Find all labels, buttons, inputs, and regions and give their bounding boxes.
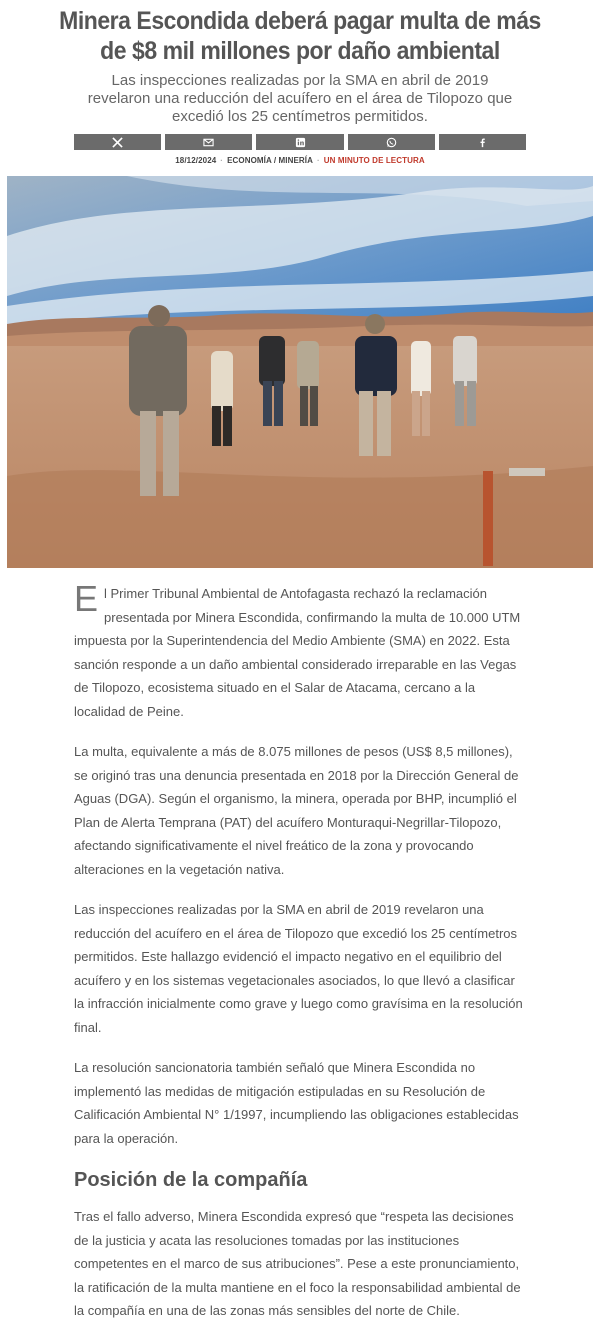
paragraph-3: Las inspecciones realizadas por la SMA en abril de 2019 revelaron una reducción del acuífero en el área de Tilopozo que excedió los 25 centímetros permitidos. Este hallazgo evidenció el impacto negativo en el equilibrio del acuífero y en los sistemas vegetacionales asociados, lo que llevó a clasificar la infracción inicialmente como grave y luego como gravísima en la resolución final. xyxy=(74,902,523,1035)
paragraph-2: La multa, equivalente a más de 8.075 millones de pesos (US$ 8,5 millones), se originó tras una denuncia presentada en 2018 por la Dirección General de Aguas (DGA). Según el organismo, la minera, operada por BHP, incumplió el Plan de Alerta Temprana (PAT) del acuífero Monturaqui-Negrillar-Tilopozo, afectando significativamente el nivel freático de la zona y provocando alteraciones en la vegetación nativa. xyxy=(74,744,519,877)
article-body xyxy=(74,578,526,1323)
paragraph-5: Tras el fallo adverso, Minera Escondida expresó que “respeta las decisiones de la justicia y acata las resoluciones tomadas por las instituciones competentes en el marco de sus atribuciones”. Pese a este pronunciamiento, la ratificación de la multa mantiene en el foco la responsabilidad ambiental de la compañía en una de las zonas más sensibles del norte de Chile. xyxy=(74,1209,521,1318)
facebook-icon xyxy=(477,137,488,148)
drop-cap: E xyxy=(74,578,99,619)
whatsapp-icon xyxy=(386,137,397,148)
share-email-button[interactable] xyxy=(165,134,252,150)
publish-date: 18/12/2024 xyxy=(175,156,217,165)
paragraph-1: El Primer Tribunal Ambiental de Antofagasta rechazó la reclamación presentada por Minera Escondida, confirmando la multa de 10.000 UTM impuesta por la Superintendencia del Medio Ambiente (SMA) en 2022. Esta sanción responde a un daño ambiental considerado irreparable en las Vegas de Tilopozo, ecosistema situado en el Salar de Atacama, cercano a la localidad de Peine. xyxy=(74,578,521,719)
paragraph-4: La resolución sancionatoria también señaló que Minera Escondida no implementó las medidas de mitigación estipuladas en su Resolución de Calificación Ambiental N° 1/1997, incumpliendo las obligaciones establecidas para la operación. xyxy=(74,1060,519,1146)
article-headline: Minera Escondida deberá pagar multa de más de $8 mil millones por daño ambiental xyxy=(59,7,541,65)
share-whatsapp-button[interactable] xyxy=(348,134,435,150)
share-bar xyxy=(74,134,526,150)
reading-time: UN MINUTO DE LECTURA xyxy=(323,156,425,165)
linkedin-icon xyxy=(295,137,306,148)
share-linkedin-button[interactable] xyxy=(256,134,343,150)
x-icon xyxy=(112,137,123,148)
hero-image xyxy=(7,176,593,568)
article-meta: 18/12/2024 · ECONOMÍA / MINERÍA · UN MINUTO DE LECTURA xyxy=(175,156,425,165)
share-facebook-button[interactable] xyxy=(439,134,526,150)
envelope-icon xyxy=(203,137,214,148)
category-link[interactable]: ECONOMÍA / MINERÍA xyxy=(227,156,314,165)
section-title: Posición de la compañía xyxy=(74,1169,308,1191)
article-subhead: Las inspecciones realizadas por la SMA en abril de 2019 revelaron una reducción del acuífero en el área de Tilopozo que excedió los 25 centímetros permitidos. xyxy=(87,72,513,125)
share-x-button[interactable] xyxy=(74,134,161,150)
